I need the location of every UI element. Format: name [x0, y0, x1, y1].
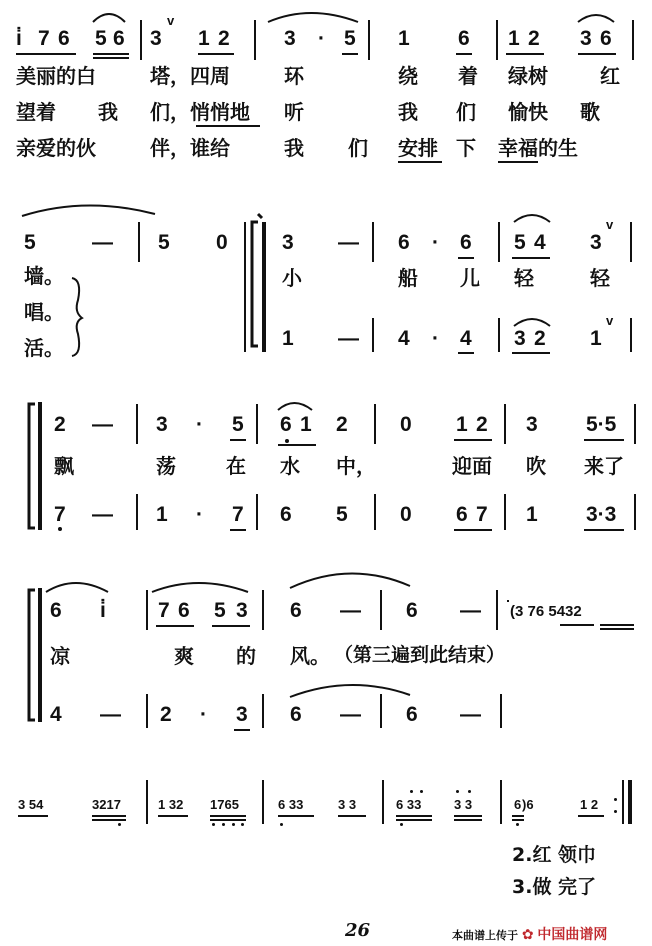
barline	[500, 694, 502, 728]
lyric: 安排	[398, 136, 438, 160]
barline	[380, 590, 382, 630]
barline	[498, 318, 500, 352]
lyric: 愉快	[508, 100, 548, 124]
barline	[256, 404, 258, 444]
note: 3	[514, 327, 526, 350]
note: 3	[150, 27, 162, 50]
underline	[506, 53, 544, 55]
note-group: 3 3	[454, 797, 473, 812]
note: i̇	[16, 27, 22, 50]
note: 1	[282, 327, 294, 350]
lyric: 红	[600, 64, 620, 88]
lyric: 环	[284, 64, 304, 88]
dash: —	[92, 503, 113, 526]
lyric: 唱。	[24, 300, 64, 324]
note: ·	[318, 27, 325, 50]
lyric: 望着	[16, 100, 56, 124]
note: 5	[336, 503, 348, 526]
dot: ·	[196, 413, 203, 436]
underline	[454, 439, 492, 441]
underline	[230, 439, 246, 441]
lyric: 绿树	[508, 64, 548, 88]
note: 1	[590, 327, 602, 350]
high-dot	[410, 790, 413, 793]
underline	[16, 53, 76, 55]
lyric: 凉	[50, 644, 70, 668]
dash: —	[460, 599, 481, 622]
lyric: 荡	[156, 454, 176, 478]
note: 5	[158, 231, 170, 254]
barline	[262, 694, 264, 728]
barline	[368, 20, 370, 60]
underline	[560, 624, 594, 626]
note: 3	[236, 703, 248, 726]
dot: ·	[196, 503, 203, 526]
lyric: 儿	[460, 266, 480, 290]
note: 6	[113, 27, 125, 50]
system-bracket	[29, 404, 35, 528]
note-group: 6 33	[278, 797, 304, 812]
note: 3	[284, 27, 296, 50]
lyric: 们	[456, 100, 476, 124]
note: 6	[280, 503, 292, 526]
low-dot	[280, 823, 283, 826]
barline	[262, 222, 266, 352]
high-dot	[420, 790, 423, 793]
note: 6	[178, 599, 190, 622]
note: 1	[398, 27, 410, 50]
lyric: 伴，谁给	[150, 136, 230, 160]
underline	[342, 53, 358, 55]
note: 2	[336, 413, 348, 436]
note: 4	[398, 327, 410, 350]
note: 6	[406, 599, 418, 622]
note: 7	[158, 599, 170, 622]
low-dot	[118, 823, 121, 826]
low-dot	[58, 527, 62, 531]
note: 5·5	[586, 413, 617, 436]
lyric: 来了	[584, 454, 624, 478]
underline	[584, 529, 624, 531]
note: 2	[218, 27, 230, 50]
underline	[458, 352, 474, 354]
underline	[212, 625, 250, 627]
note: 6	[456, 503, 468, 526]
verse-3-lyric: 3.做 完了	[512, 876, 597, 898]
barline	[262, 780, 264, 824]
system-bracket	[252, 222, 258, 346]
underline	[396, 819, 432, 821]
barline	[374, 494, 376, 530]
note: i̇	[100, 599, 106, 622]
underline	[278, 444, 316, 446]
note: 5	[514, 231, 526, 254]
slur	[514, 319, 550, 326]
barline	[634, 404, 636, 444]
underline	[156, 625, 194, 627]
dash: —	[338, 327, 359, 350]
lyric: 水	[280, 454, 300, 478]
note: 5	[232, 413, 244, 436]
slur	[278, 403, 312, 410]
system-bracket	[258, 214, 262, 218]
lyric: 船	[398, 266, 418, 290]
repeat-dot	[614, 798, 617, 801]
note: 1	[526, 503, 538, 526]
slur	[46, 583, 108, 592]
barline	[146, 780, 148, 824]
underline	[512, 815, 524, 817]
lyric: 小	[282, 266, 302, 290]
note: 3	[590, 231, 602, 254]
underline	[512, 257, 550, 259]
underline	[584, 439, 624, 441]
note: 0	[400, 413, 412, 436]
low-dot	[212, 823, 215, 826]
slur	[22, 205, 155, 216]
barline	[372, 222, 374, 262]
lyric: 吹	[526, 454, 546, 478]
barline	[504, 404, 506, 444]
lyric: 幸福的生	[498, 136, 578, 160]
barline	[496, 590, 498, 630]
lyric: 在	[226, 454, 246, 478]
slur	[514, 215, 550, 222]
note: 6	[514, 797, 522, 812]
lyric: 轻	[590, 266, 610, 290]
dash: —	[460, 703, 481, 726]
dash: —	[340, 599, 361, 622]
lyric: 们	[348, 136, 368, 160]
footer-watermark	[452, 924, 607, 944]
lyric: 我	[284, 136, 304, 160]
barline	[138, 222, 140, 262]
lyric: 听	[284, 100, 304, 124]
barline	[136, 494, 138, 530]
underline	[600, 628, 634, 630]
note: 7	[232, 503, 244, 526]
underline	[578, 815, 604, 817]
lyric: 墙。	[24, 264, 64, 288]
underline	[210, 815, 246, 817]
underline	[198, 53, 234, 55]
barline	[136, 404, 138, 444]
underline	[92, 819, 126, 821]
note: 3	[236, 599, 248, 622]
lyric: 我	[98, 100, 118, 124]
barline	[140, 20, 142, 60]
note: 2	[534, 327, 546, 350]
note: 6	[280, 413, 292, 436]
underline	[92, 815, 126, 817]
underline	[93, 57, 129, 59]
lyric-note: （第三遍到此结束）	[334, 644, 506, 666]
note: 1	[300, 413, 312, 436]
lyric: 的	[236, 644, 256, 668]
underline	[600, 624, 634, 626]
lyric: 绕	[398, 64, 418, 88]
dash: —	[338, 231, 359, 254]
low-dot	[285, 439, 289, 443]
barline	[630, 318, 632, 352]
high-dot	[456, 790, 459, 793]
note: 3	[526, 413, 538, 436]
page-number: 26	[345, 920, 371, 941]
note: 3·3	[586, 503, 617, 526]
barline	[380, 694, 382, 728]
lyric: 下	[456, 136, 476, 160]
lyric: 歌	[580, 100, 600, 124]
lyric: 风。	[290, 644, 330, 668]
barline	[630, 222, 632, 262]
barline	[634, 494, 636, 530]
note-group: 3 54	[18, 797, 44, 812]
note-group: 6 33	[396, 797, 422, 812]
note: 2	[528, 27, 540, 50]
slur	[578, 15, 614, 22]
underline	[454, 819, 482, 821]
note: 0	[400, 503, 412, 526]
dash: —	[92, 231, 113, 254]
note-group: 1 32	[158, 797, 184, 812]
note-group: 1 2	[580, 797, 599, 812]
note: 5	[344, 27, 356, 50]
slur	[268, 13, 358, 22]
note: 5	[24, 231, 36, 254]
barline	[632, 20, 634, 60]
note: 2	[54, 413, 66, 436]
dash: —	[100, 703, 121, 726]
barline	[146, 694, 148, 728]
slur	[290, 573, 410, 588]
underline	[234, 729, 250, 731]
note-group: 3217	[92, 797, 121, 812]
lyric-underline	[398, 161, 442, 163]
dot: ·	[200, 703, 207, 726]
underline	[458, 257, 474, 259]
note: 6	[406, 703, 418, 726]
note: 6	[460, 231, 472, 254]
slur	[152, 583, 248, 592]
barline	[498, 222, 500, 262]
barline	[622, 780, 624, 824]
barline	[382, 780, 384, 824]
lyric: 爽	[174, 644, 194, 668]
low-dot	[516, 823, 519, 826]
note: 4	[534, 231, 546, 254]
lyric: 们，悄悄地	[150, 100, 250, 124]
barline	[372, 318, 374, 352]
underline	[396, 815, 432, 817]
barline	[38, 588, 42, 722]
barline	[254, 20, 256, 60]
dash: —	[92, 413, 113, 436]
breath-mark: v	[606, 313, 614, 328]
lyric: 轻	[514, 266, 534, 290]
note: )6	[522, 797, 534, 812]
breath-mark: v	[606, 217, 614, 232]
intro-phrase: (3 76 5432	[510, 603, 582, 620]
lyric-underline	[498, 161, 538, 163]
note-group: 1765	[210, 797, 239, 812]
note: 6	[458, 27, 470, 50]
underline	[578, 53, 616, 55]
note: 4	[50, 703, 62, 726]
underline	[454, 529, 492, 531]
note: 7	[54, 503, 66, 526]
note: 3	[282, 231, 294, 254]
barline	[504, 494, 506, 530]
dot: ·	[432, 327, 439, 350]
footer-text: 本曲谱上传于	[452, 929, 518, 942]
underline	[454, 815, 482, 817]
underline	[456, 53, 472, 55]
verse-2-lyric: 2.红 领巾	[512, 844, 597, 866]
underline	[338, 815, 366, 817]
note: 6	[600, 27, 612, 50]
note: 5	[95, 27, 107, 50]
lyric: 迎面	[452, 454, 492, 478]
lyric-brace	[72, 278, 82, 356]
dot: ·	[432, 231, 439, 254]
underline	[210, 819, 246, 821]
low-dot	[232, 823, 235, 826]
site-logo-icon: ✿	[521, 927, 534, 943]
repeat-dot	[614, 810, 617, 813]
note: 6	[58, 27, 70, 50]
lyric: 中，	[336, 454, 376, 478]
slur	[290, 685, 410, 697]
note: 1	[508, 27, 520, 50]
note-group: 3 3	[338, 797, 357, 812]
note: 0	[216, 231, 228, 254]
underline	[512, 352, 550, 354]
lyric: 亲爱的伙	[16, 136, 96, 160]
system-bracket	[29, 590, 35, 720]
underline	[93, 53, 129, 55]
footer-site: 中国曲谱网	[537, 927, 608, 943]
note: 3	[156, 413, 168, 436]
lyric: 塔，四周	[150, 64, 230, 88]
underline	[158, 815, 188, 817]
barline	[256, 494, 258, 530]
underline	[278, 815, 314, 817]
note: 6	[290, 703, 302, 726]
note: 6	[398, 231, 410, 254]
barline	[374, 404, 376, 444]
breath-mark: v	[167, 13, 175, 28]
barline	[146, 590, 148, 630]
note: 7	[476, 503, 488, 526]
note: 3	[580, 27, 592, 50]
slur	[93, 14, 125, 22]
barline	[38, 402, 42, 530]
note: 5	[214, 599, 226, 622]
note: 4	[460, 327, 472, 350]
barline	[496, 20, 498, 60]
note: 6	[50, 599, 62, 622]
lyric-underline	[196, 125, 260, 127]
note: 2	[160, 703, 172, 726]
lyric: 着	[458, 64, 478, 88]
low-dot	[222, 823, 225, 826]
low-dot	[241, 823, 244, 826]
note: 1	[198, 27, 210, 50]
barline	[262, 590, 264, 630]
note: 1	[456, 413, 468, 436]
note: 2	[476, 413, 488, 436]
underline	[512, 819, 524, 821]
dash: —	[340, 703, 361, 726]
high-dot	[468, 790, 471, 793]
note: 6	[290, 599, 302, 622]
final-barline	[628, 780, 632, 824]
barline	[500, 780, 502, 824]
barline	[244, 222, 246, 352]
low-dot	[400, 823, 403, 826]
lyric: 飘	[54, 454, 74, 478]
lyric: 我	[398, 100, 418, 124]
underline	[230, 529, 246, 531]
lyric: 活。	[24, 336, 64, 360]
underline	[18, 815, 48, 817]
lyric: 美丽的白	[16, 64, 96, 88]
note: 7	[38, 27, 50, 50]
note: 1	[156, 503, 168, 526]
